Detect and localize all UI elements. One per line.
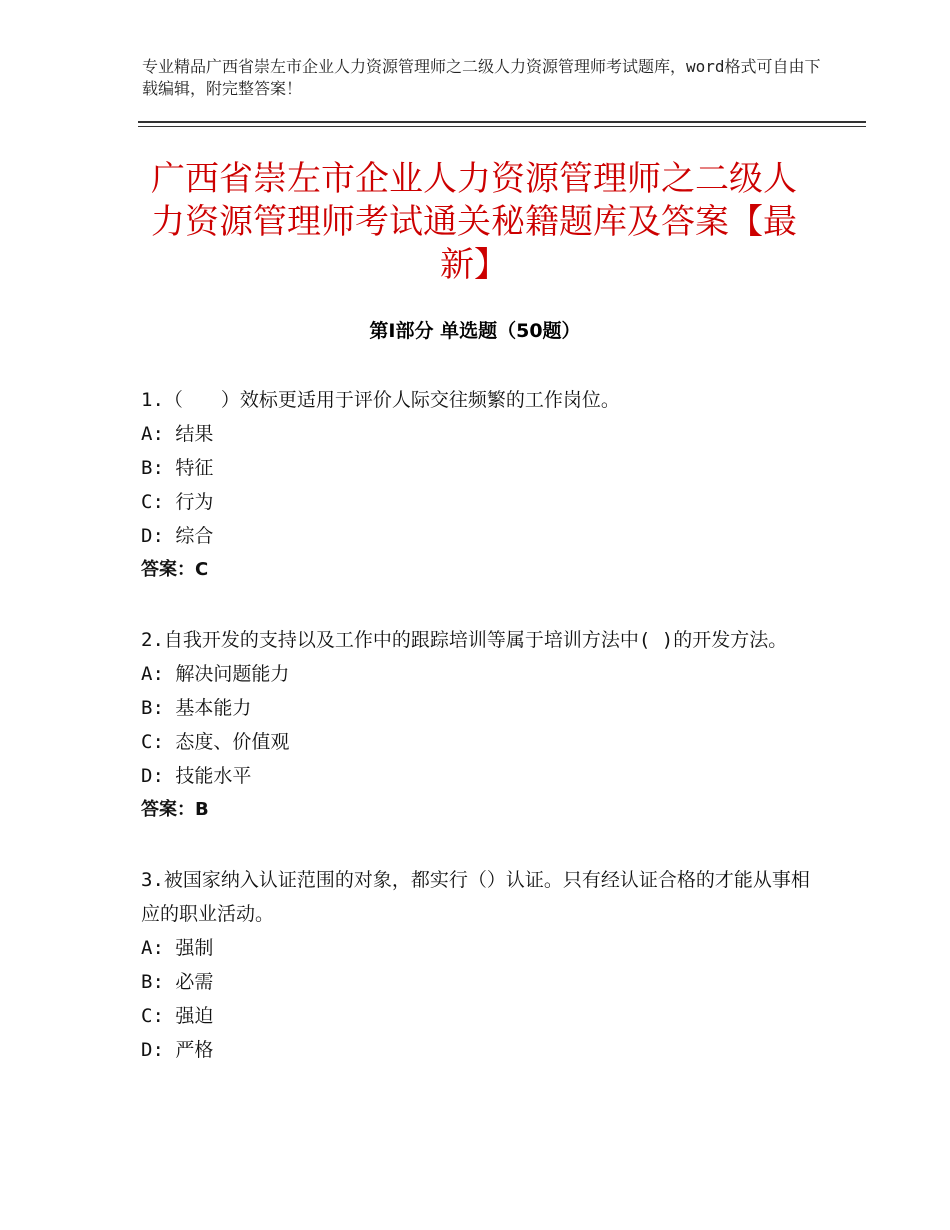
option-a: A: 结果 [141, 423, 214, 445]
header-divider-thick [138, 121, 866, 123]
option-b: B: 特征 [141, 457, 214, 479]
option-b: B: 基本能力 [141, 697, 252, 719]
question-stem: 2.自我开发的支持以及工作中的跟踪培训等属于培训方法中( )的开发方法。 [141, 629, 788, 651]
question-list [141, 383, 821, 1103]
question-stem: 3.被国家纳入认证范围的对象，都实行（）认证。只有经认证合格的才能从事相应的职业活动。 [141, 869, 810, 925]
option-d: D: 综合 [141, 525, 214, 547]
question-2 [141, 623, 821, 827]
section-title: 第Ⅰ部分 单选题（50题） [369, 320, 581, 342]
header-note: 专业精品广西省崇左市企业人力资源管理师之二级人力资源管理师考试题库，word格式可自由下载编辑，附完整答案！ [142, 57, 821, 98]
option-c: C: 态度、价值观 [141, 731, 290, 753]
question-stem: 1.（ ）效标更适用于评价人际交往频繁的工作岗位。 [141, 389, 620, 411]
document-title: 广西省崇左市企业人力资源管理师之二级人力资源管理师考试通关秘籍题库及答案【最新】 [151, 159, 797, 285]
question-1 [141, 383, 821, 587]
option-d: D: 技能水平 [141, 765, 252, 787]
option-c: C: 行为 [141, 491, 214, 513]
question-answer: 答案：C [141, 559, 209, 580]
option-d: D: 严格 [141, 1039, 214, 1061]
option-b: B: 必需 [141, 971, 214, 993]
option-c: C: 强迫 [141, 1005, 214, 1027]
option-a: A: 解决问题能力 [141, 663, 290, 685]
question-3 [141, 863, 821, 1067]
question-answer: 答案：B [141, 799, 209, 820]
option-a: A: 强制 [141, 937, 214, 959]
header-divider-thin [138, 126, 866, 127]
